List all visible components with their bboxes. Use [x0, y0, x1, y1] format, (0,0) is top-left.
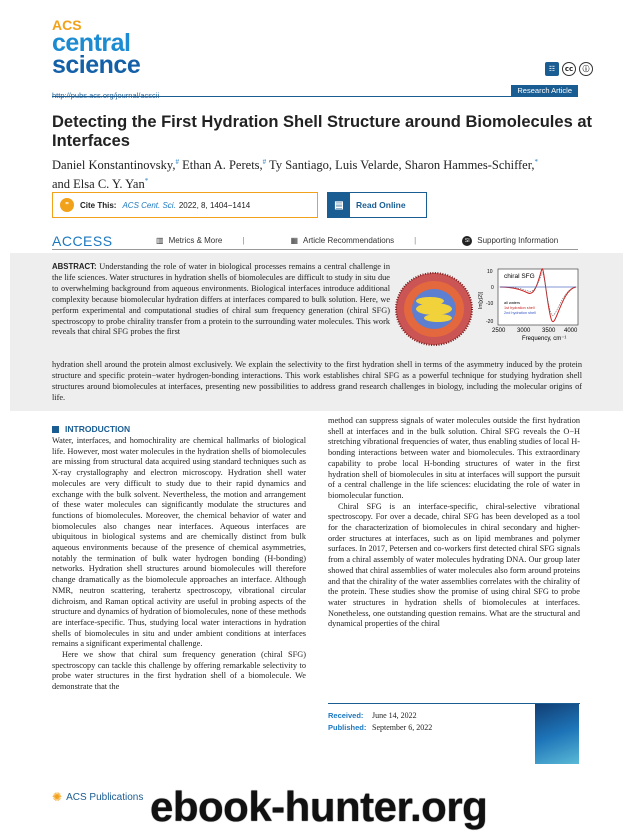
published-date: September 6, 2022 [372, 723, 433, 732]
read-online-button[interactable] [327, 192, 427, 218]
cite-volume: 2022, 8, 1404−1414 [178, 200, 251, 210]
legend-2nd-shell: 2nd hydration shell [504, 311, 536, 315]
journal-cover-thumbnail[interactable] [535, 704, 579, 764]
recommendations-link[interactable] [284, 236, 394, 245]
section-heading-introduction [52, 424, 130, 434]
cite-journal: ACS Cent. Sci. [122, 200, 176, 210]
section-marker [52, 426, 59, 433]
intro-paragraph-2: Here we show that chiral sum frequency generation (chiral SFG) spectroscopy can tackle this challenge by offering remarkable selectivity to probe water structures in the first hydration shell of a biomolecule. We demonstrate that the [52, 650, 306, 692]
si-label: Supporting Information [477, 236, 559, 245]
section-heading-label: INTRODUCTION [65, 424, 131, 434]
access-bar [52, 232, 578, 250]
author-konstantinovsky[interactable]: Daniel Konstantinovsky, [52, 158, 176, 173]
access-label: ACCESS [52, 232, 113, 249]
quote-icon: " [60, 198, 74, 212]
author-yan[interactable]: and Elsa C. Y. Yan [52, 177, 145, 192]
by-icon: cc [562, 62, 576, 76]
metrics-link[interactable] [150, 236, 222, 245]
logo-word-science: science [52, 51, 141, 79]
intro-paragraph-4: Chiral SFG is an interface-specific, chiral-selective vibrational spectroscopy. For over a decade, chiral SFG has been developed as a tool for the characterization of biomolecules in chiral secondary and higher-order structures at interfaces, such as on lipid membranes and polymer surfaces. In 2017, Petersen and co-workers first detected chiral SFG signals from a chiral assembly of water molecules hydrating DNA. Our group later showed that chiral assemblies of water molecules also form around proteins and that the chirality of the water assemblies correlates with the chirality of the protein. These studies show the promise of using chiral SFG to probe water structures in hydration shells of biomolecules at interfaces. Nonetheless, one outstanding question remains. What are the structural and dynamical properties of the chiral [328, 501, 580, 629]
publisher-footer [52, 790, 143, 804]
abstract-part1: Understanding the role of water in biological processes remains a central challenge in the life sciences. Water structures in hydration shells of biomolecules are difficult to study in situ due to overwhelming background from aqueous environments. Biological interfaces introduce additional complexity because biomolecular hydration differs at interfaces compared to bulk solution. Here, we perform experimental and computational studies of chiral sum frequency generation (chiral SFG) spectroscopy to probe chirality transfer from a protein to the surrounding water molecules. This work reveals that chiral SFG probes the first [52, 262, 391, 337]
protein-illustration [396, 273, 472, 345]
ytick: -20 [486, 319, 494, 325]
author-others[interactable]: Ty Santiago, Luis Velarde, Sharon Hammes-Schiffer, [266, 158, 535, 173]
journal-logo [52, 17, 141, 79]
abstract-continued: hydration shell around the protein almost exclusively. We explain the selectivity to the first hydration shell in terms of the asymmetry induced by the protein structure and specific protein−water hydrogen-bonding interactions. This work establishes chiral SFG as a powerful technique for studying hydration shell structures around biomolecules at interfaces, presenting new possibilities to address grand research challenges in biology, including the molecular origins of life. [52, 360, 582, 402]
author-mark: * [144, 177, 149, 186]
metrics-label: Metrics & More [168, 236, 223, 245]
xtick: 2500 [492, 328, 506, 334]
published-label: Published: [328, 723, 367, 732]
watermark: ebook-hunter.org [150, 783, 488, 830]
abstract-label: ABSTRACT: [52, 262, 97, 271]
book-icon: ▤ [328, 193, 350, 217]
logo-acs: ACS [52, 17, 82, 33]
open-access-icon: ⓘ [579, 62, 593, 76]
author-mark: # [175, 158, 179, 166]
author-mark: # [262, 158, 267, 166]
header-bar [52, 85, 578, 100]
article-title: Detecting the First Hydration Shell Structure around Biomolecules at Interfaces [52, 113, 593, 150]
logo-word-central: central [52, 29, 131, 57]
received-date: June 14, 2022 [372, 711, 417, 720]
panel-title: chiral SFG [504, 273, 535, 280]
column-left [52, 436, 306, 693]
journal-url-link[interactable]: http://pubs.acs.org/journal/acscii [52, 91, 160, 100]
x-axis-label: Frequency, cm⁻¹ [522, 336, 567, 342]
divider: | [242, 236, 245, 245]
intro-paragraph-3: method can suppress signals of water molecules outside the first hydration shell at interfaces and in the bulk solution. Chiral SFG reveals the O−H stretching vibrational frequencies of water, thus enabling studies of local H-bonding interactions between water and biomolecules. This extraordinary capability to probe local H-bonding structures of water in the first hydration shell of biomolecules in situ at interfaces will support the pursuit of a central challenge in the life sciences: elucidating the role of water in biomolecular function. [328, 416, 580, 500]
author-perets[interactable]: Ethan A. Perets, [178, 158, 263, 173]
ytick: -10 [486, 301, 494, 307]
publisher-name: ACS Publications [66, 791, 144, 803]
recs-label: Article Recommendations [303, 236, 395, 245]
toc-graphic [392, 263, 582, 359]
author-mark: * [534, 158, 539, 166]
abstract-text [52, 262, 390, 338]
article-type-badge: Research Article [511, 85, 578, 97]
divider: | [414, 236, 417, 245]
bar-chart-icon: ▥ [156, 236, 164, 245]
cc-icon: ☷ [545, 62, 559, 76]
y-axis-label: Im[χ(2)] [478, 291, 484, 309]
acs-logo-icon: ✺ [52, 790, 63, 804]
legend-all-waters: all waters [504, 301, 521, 305]
xtick: 4000 [564, 328, 578, 334]
license-icons [545, 62, 593, 76]
legend-1st-shell: 1st hydration shell [504, 306, 535, 310]
cite-this-box[interactable] [52, 192, 318, 218]
intro-paragraph-1: Water, interfaces, and homochirality are chemical hallmarks of biological life. However, most water molecules in the hydration shells of biomolecules are missing from structural data acquired using standard techniques such as X-ray crystallography and electron microscopy. Hydration shell water molecules are very difficult to study due to their rapid dynamics and exchange with the bulk solvent. Nevertheless, the motion and arrangement of these water molecules can significantly modulate the structures and functions of biomolecules. Moreover, the chemical behavior of water and biomolecules also changes near interfaces. Aqueous interfaces are ubiquitous in biological systems and are chemically distinct from bulk aqueous environments because of the presence of chemical asymmetries, notably the termination of bulk water hydrogen bonding (H-bonding) networks. Hydration shell structures around biomolecules will therefore change dramatically as the biomolecule approaches an interface. Although NMR, neutron scattering, terahertz spectroscopy, vibrational circular dichroism, and Raman optical activity are useful in probing aspects of the structure and dynamics of hydration of biomolecules, none of these methods are interface-specific. Thus, studying local water interactions in hydration shells of biomolecules in situ and under ambient conditions at interfaces remains a significant experimental challenge. [52, 436, 306, 649]
ytick: 0 [491, 285, 494, 291]
ytick: 10 [487, 269, 493, 275]
xtick: 3500 [542, 328, 556, 334]
received-label: Received: [328, 711, 364, 720]
list-icon: ▦ [290, 236, 298, 245]
supporting-info-link[interactable] [456, 236, 558, 246]
author-list [52, 154, 582, 192]
cite-label: Cite This: [80, 200, 117, 210]
xtick: 3000 [517, 328, 531, 334]
read-online-label: Read Online [356, 200, 406, 210]
column-right [328, 416, 580, 630]
si-icon: SI [462, 236, 472, 246]
